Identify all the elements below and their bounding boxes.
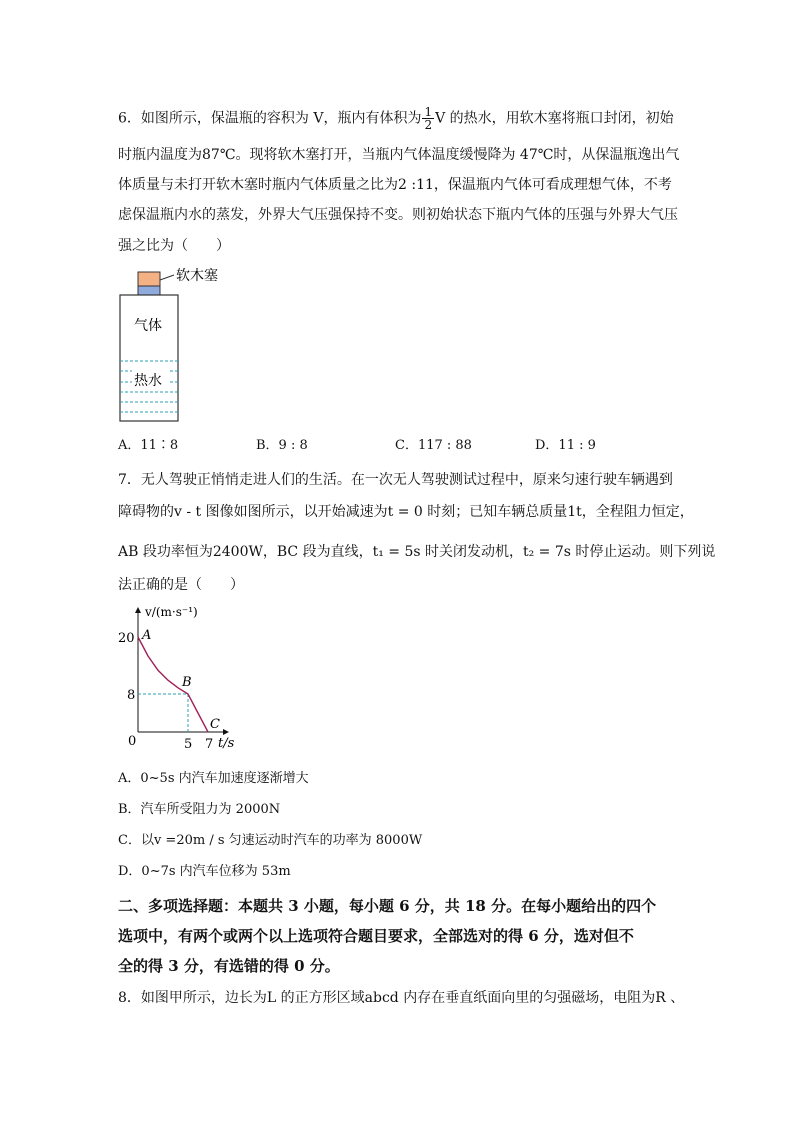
q7-line-1: 7．无人驾驶正悄悄走进人们的生活。在一次无人驾驶测试过程中，原来匀速行驶车辆遇到 (118, 472, 673, 488)
point-label-b: B (182, 675, 192, 690)
q7-line-3: AB 段功率恒为2400W，BC 段为直线，t₁ = 5s 时关闭发动机，t₂ = 7s 时停止运动。则下列说 (118, 544, 716, 560)
y-tick-20: 20 (118, 631, 135, 646)
q6-line-5: 强之比为（ ） (118, 238, 230, 254)
fraction-numerator: 1 (424, 105, 433, 119)
x-axis-label: t/s (218, 736, 235, 751)
bottle-neck-shape (138, 286, 160, 295)
q6-option-c[interactable]: C．117 : 88 (395, 438, 472, 453)
section2-line-1: 二、多项选择题：本题共 3 小题，每小题 6 分，共 18 分。在每小题给出的四个 (118, 897, 657, 915)
q7-option-c[interactable]: C．以v =20m / s 匀速运动时汽车的功率为 8000W (118, 833, 423, 848)
bottle-body (120, 295, 178, 421)
thermos-figure (110, 266, 250, 426)
q6-line-2: 时瓶内温度为87℃。现将软木塞打开，当瓶内气体温度缓慢降为 47℃时，从保温瓶逸出气 (118, 147, 680, 163)
y-axis-label: v/(m·s⁻¹) (145, 605, 198, 619)
gas-label: 气体 (134, 318, 162, 334)
q6-line-1 (118, 106, 674, 131)
q6-line-4: 虑保温瓶内水的蒸发，外界大气压强保持不变。则初始状态下瓶内气体的压强与外界大气压 (118, 207, 678, 223)
chart-guides (138, 694, 188, 732)
q6-option-a[interactable]: A．11∶8 (118, 438, 179, 453)
point-label-a: A (142, 628, 152, 643)
q6-line-3: 体质量与未打开软木塞时瓶内气体质量之比为2 :11，保温瓶内气体可看成理想气体，不考 (118, 177, 672, 193)
point-label-c: C (210, 717, 220, 732)
cork-shape (138, 272, 160, 286)
fraction-one-half (422, 106, 434, 131)
cork-label: 软木塞 (176, 268, 218, 284)
series-line (138, 637, 208, 732)
q6-option-d[interactable]: D．11 : 9 (535, 438, 596, 453)
origin-label: 0 (128, 734, 137, 749)
y-tick-8: 8 (127, 688, 136, 703)
q6-line-1-post: V 的热水，用软木塞将瓶口封闭，初始 (435, 110, 674, 127)
fraction-denominator: 2 (424, 118, 433, 132)
q7-option-b[interactable]: B．汽车所受阻力为 2000N (118, 802, 281, 817)
chart-curve-group (138, 637, 208, 732)
vt-chart (110, 600, 250, 755)
water-label: 热水 (134, 373, 162, 389)
q8-line-1: 8．如图甲所示，边长为L 的正方形区域abcd 内存在垂直纸面向里的匀强磁场，电阻为R 、 (118, 990, 685, 1006)
q7-option-d[interactable]: D．0~7s 内汽车位移为 53m (118, 864, 291, 879)
section2-line-2: 选项中，有两个或两个以上选项符合题目要求，全部选对的得 6 分，选对但不 (118, 927, 634, 945)
q7-option-a[interactable]: A．0~5s 内汽车加速度逐渐增大 (118, 771, 309, 786)
cork-pointer-line (160, 275, 174, 280)
section2-line-3: 全的得 3 分，有选错的得 0 分。 (118, 957, 340, 975)
q7-line-2: 障碍物的v - t 图像如图所示，以开始减速为t = 0 时刻；已知车辆总质量1t，全程阻力恒定， (118, 504, 694, 520)
x-tick-5: 5 (184, 737, 193, 752)
chart-labels (118, 628, 220, 752)
x-tick-7: 7 (205, 737, 214, 752)
q6-line-1-pre: 6．如图所示，保温瓶的容积为 V，瓶内有体积为 (118, 110, 422, 127)
q6-option-b[interactable]: B．9 : 8 (256, 438, 308, 453)
q7-line-4: 法正确的是（ ） (118, 577, 244, 593)
